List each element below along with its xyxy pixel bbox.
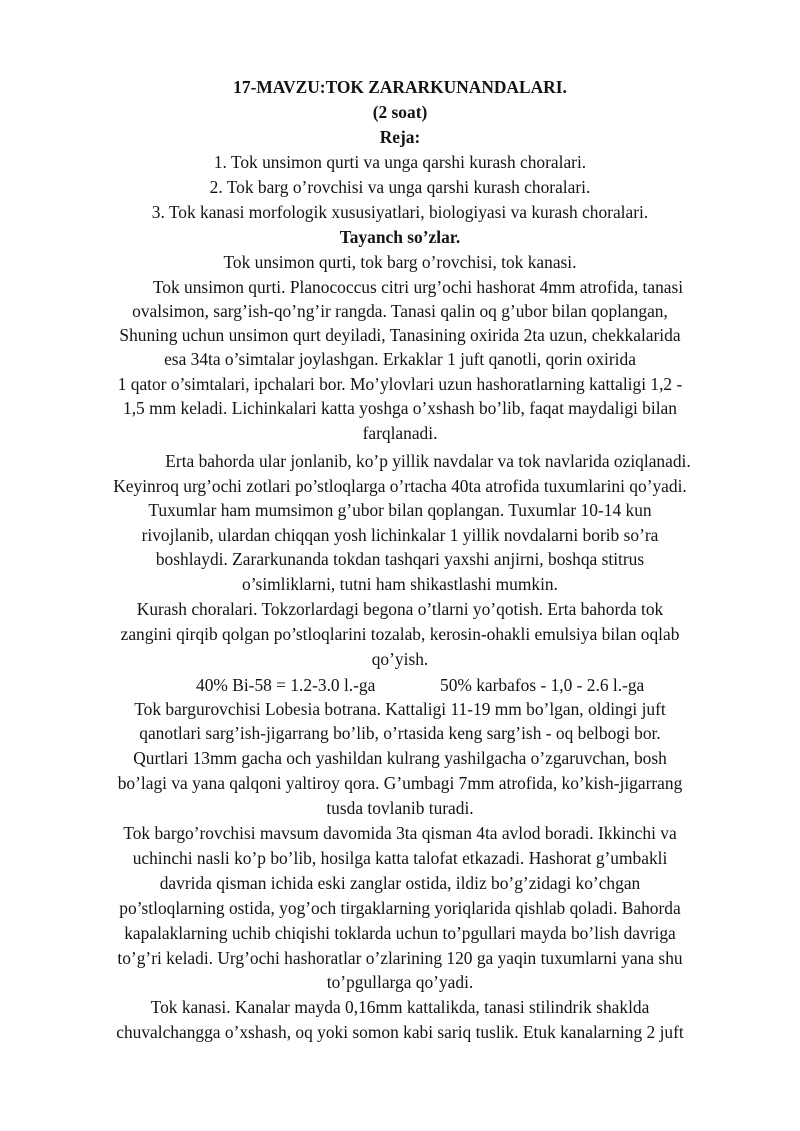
body-line: chuvalchangga o’xshash, oq yoki somon kabi sariq tuslik. Etuk kanalarning 2 juft [116,1022,684,1042]
body-line: Qurtlari 13mm gacha och yashildan kulrang yashilgacha o’zgaruvchan, bosh [133,748,667,768]
body-line: Kurash choralari. Tokzorlardagi begona o’tlarni yo’qotish. Erta bahorda tok [136,599,664,619]
formula-right: 50% karbafos - 1,0 - 2.6 l.-ga [440,675,645,695]
keywords-heading: Tayanch so’zlar. [339,227,461,247]
body-line: Tuxumlar ham mumsimon g’ubor bilan qoplangan. Tuxumlar 10-14 kun [148,500,652,520]
keywords-line: Tok unsimon qurti, tok barg o’rovchisi, tok kanasi. [223,252,577,272]
body-line: kapalaklarning uchib chiqishi toklarda uchun to’pgullari mayda bo’lish davriga [124,923,676,943]
body-line: bo’lagi va yana qalqoni yaltiroy qora. G’umbagi 7mm atrofida, ko’kish-jigarrang [117,773,683,793]
body-line: o’simliklarni, tutni ham shikastlashi mumkin. [242,574,558,594]
body-line: rivojlanib, ulardan chiqqan yosh lichinkalar 1 yillik novdalarni borib so’ra [141,525,659,545]
body-line: Shuning uchun unsimon qurt deyiladi, Tanasining oxirida 2ta uzun, chekkalarida [119,325,681,345]
body-line: Tok unsimon qurti. Planococcus citri urg’ochi hashorat 4mm atrofida, tanasi [152,277,684,297]
plan-item: 2. Tok barg o’rovchisi va unga qarshi kurash choralari. [209,177,591,197]
body-line: to’pgullarga qo’yadi. [326,972,474,992]
body-line: zangini qirqib qolgan po’stloqlarini tozalab, kerosin-ohakli emulsiya bilan oqlab [120,624,680,644]
body-line: qanotlari sarg’ish-jigarrang bo’lib, o’rtasida keng sarg’ish - oq belbogi bor. [139,723,661,743]
document-title: 17-MAVZU:TOK ZARARKUNANDALARI. [233,77,567,97]
body-line: 1,5 mm keladi. Lichinkalari katta yoshga o’xshash bo’lib, faqat maydaligi bilan [123,398,677,418]
body-line: qo’yish. [371,649,429,669]
body-line: to’g’ri keladi. Urg’ochi hashoratlar o’zlarining 120 ga yaqin tuxumlarni yana shu [117,948,683,968]
body-line: uchinchi nasli ko’p bo’lib, hosilga katta talofat etkazadi. Hashorat g’umbakli [132,848,668,868]
plan-item: 1. Tok unsimon qurti va unga qarshi kurash choralari. [213,152,587,172]
plan-heading: Reja: [379,127,421,147]
formula-left: 40% Bi-58 = 1.2-3.0 l.-ga [196,675,376,695]
body-line: Tok bargo’rovchisi mavsum davomida 3ta qisman 4ta avlod boradi. Ikkinchi va [123,823,677,843]
hours-note: (2 soat) [372,102,428,122]
plan-item: 3. Tok kanasi morfologik xususiyatlari, biologiyasi va kurash choralari. [151,202,649,222]
body-line: Erta bahorda ular jonlanib, ko’p yillik navdalar va tok navlarida oziqlanadi. [165,451,691,471]
body-line: davrida qisman ichida eski zanglar ostida, ildiz bo’g’zidagi ko’chgan [159,873,641,893]
body-line: tusda tovlanib turadi. [326,798,474,818]
body-line: farqlanadi. [362,423,438,443]
body-line: po’stloqlarning ostida, yog’och tirgaklarning yoriqlarida qishlab qoladi. Bahorda [119,898,681,918]
body-line: Tok kanasi. Kanalar mayda 0,16mm kattalikda, tanasi stilindrik shaklda [150,997,650,1017]
body-line: ovalsimon, sarg’ish-qo’ng’ir rangda. Tanasi qalin oq g’ubor bilan qoplangan, [132,301,668,321]
body-line: 1 qator o’simtalari, ipchalari bor. Mo’ylovlari uzun hashoratlarning kattaligi 1,2 - [117,374,683,394]
body-line: Tok bargurovchisi Lobesia botrana. Kattaligi 11-19 mm bo’lgan, oldingi juft [134,699,666,719]
body-line: esa 34ta o’simtalar joylashgan. Erkaklar 1 juft qanotli, qorin oxirida [164,349,636,369]
body-line: Keyinroq urg’ochi zotlari po’stloqlarga o’rtacha 40ta atrofida tuxumlarini qo’yadi. [113,476,687,496]
body-line: boshlaydi. Zararkunanda tokdan tashqari yaxshi anjirni, boshqa stitrus [155,549,645,569]
